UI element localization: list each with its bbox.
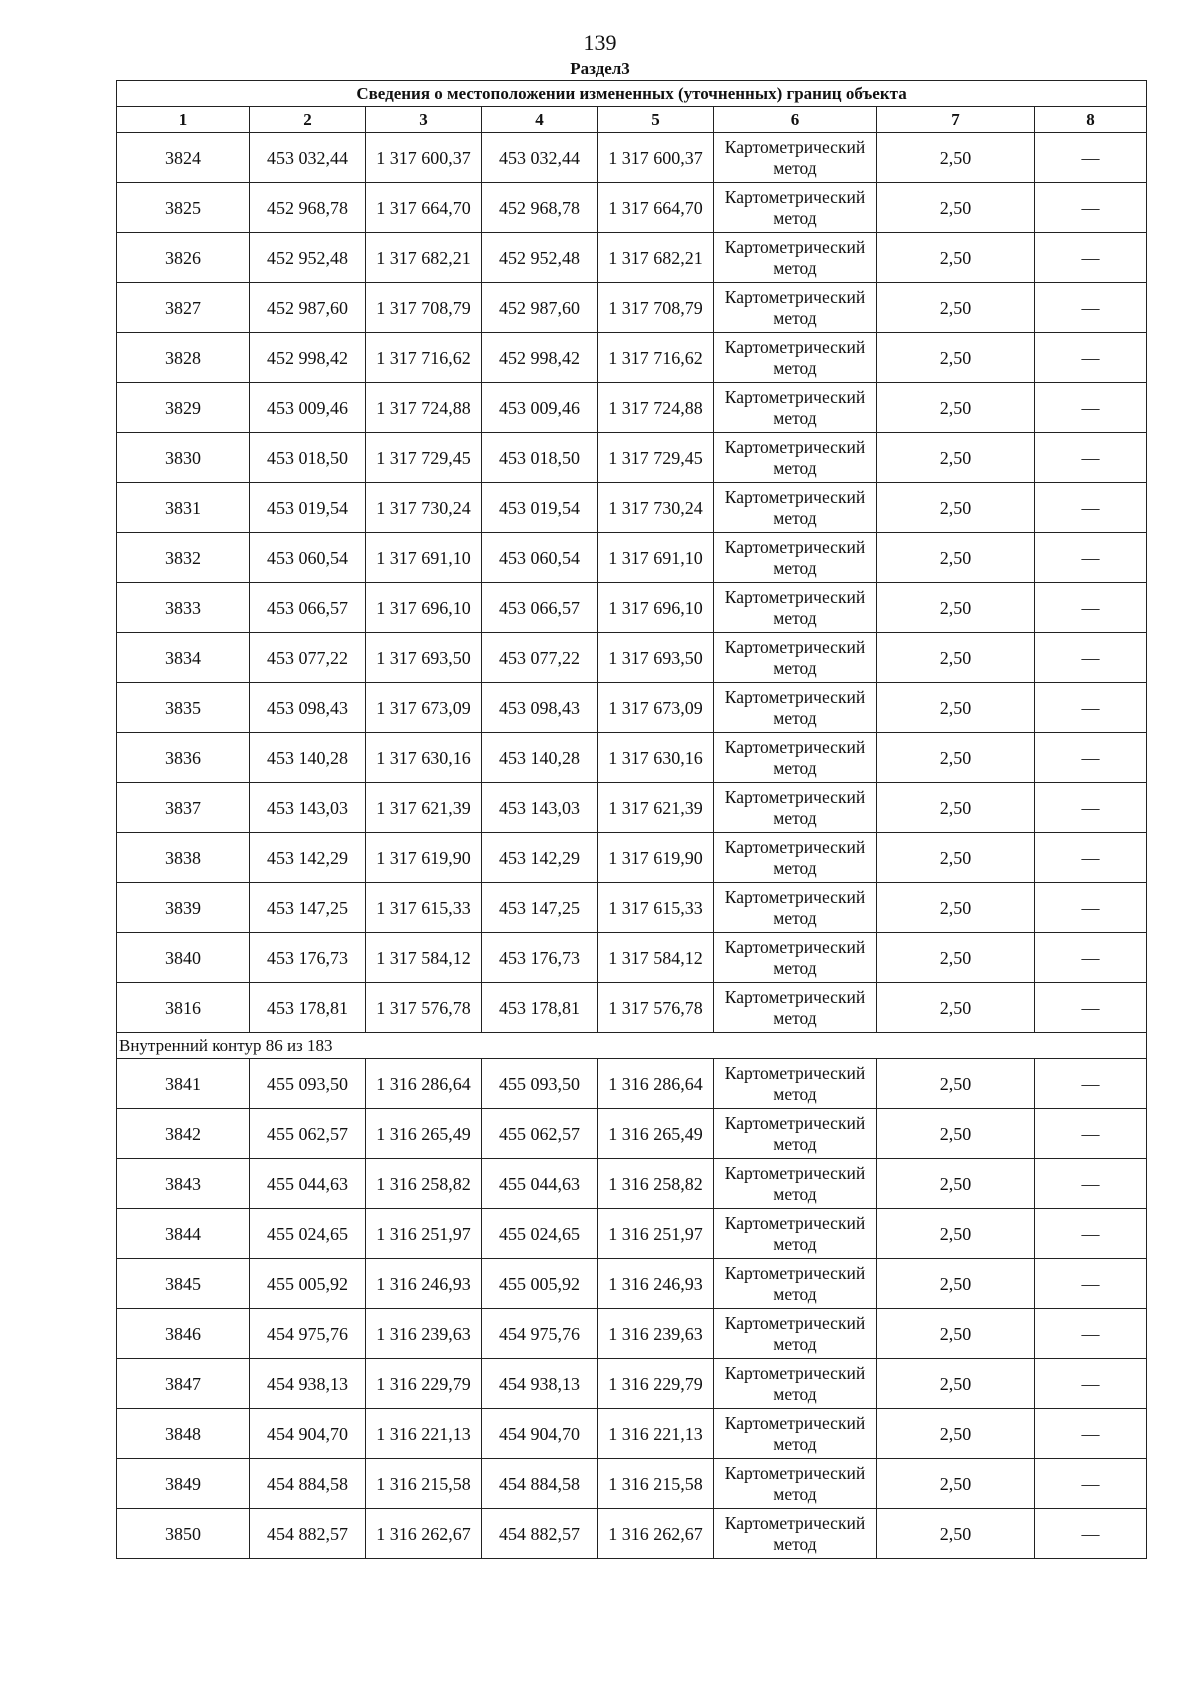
method-cell: Картометрический метод — [714, 583, 877, 633]
x-new-cell: 453 018,50 — [482, 433, 598, 483]
point-number-cell: 3824 — [117, 133, 250, 183]
point-number-cell: 3841 — [117, 1059, 250, 1109]
accuracy-cell: 2,50 — [877, 433, 1035, 483]
table-row — [117, 633, 1147, 683]
y-old-cell: 1 317 724,88 — [366, 383, 482, 433]
x-old-cell: 453 066,57 — [250, 583, 366, 633]
point-number-cell: 3833 — [117, 583, 250, 633]
accuracy-cell: 2,50 — [877, 783, 1035, 833]
y-old-cell: 1 317 729,45 — [366, 433, 482, 483]
accuracy-cell: 2,50 — [877, 1059, 1035, 1109]
table-row — [117, 283, 1147, 333]
method-cell: Картометрический метод — [714, 433, 877, 483]
method-cell: Картометрический метод — [714, 533, 877, 583]
y-old-cell: 1 316 246,93 — [366, 1259, 482, 1309]
table-body — [117, 81, 1147, 1559]
y-new-cell: 1 316 215,58 — [598, 1459, 714, 1509]
table-row — [117, 983, 1147, 1033]
point-number-cell: 3845 — [117, 1259, 250, 1309]
method-cell: Картометрический метод — [714, 133, 877, 183]
y-new-cell: 1 317 630,16 — [598, 733, 714, 783]
x-new-cell: 452 998,42 — [482, 333, 598, 383]
y-new-cell: 1 316 265,49 — [598, 1109, 714, 1159]
x-old-cell: 453 143,03 — [250, 783, 366, 833]
x-new-cell: 455 005,92 — [482, 1259, 598, 1309]
y-old-cell: 1 316 215,58 — [366, 1459, 482, 1509]
y-new-cell: 1 316 286,64 — [598, 1059, 714, 1109]
column-header: 7 — [877, 107, 1035, 133]
accuracy-cell: 2,50 — [877, 1509, 1035, 1559]
table-row — [117, 1059, 1147, 1109]
table-row — [117, 433, 1147, 483]
method-cell: Картометрический метод — [714, 1109, 877, 1159]
table-row — [117, 883, 1147, 933]
y-new-cell: 1 317 615,33 — [598, 883, 714, 933]
table-row — [117, 1159, 1147, 1209]
description-cell: — — [1035, 483, 1147, 533]
table-row — [117, 733, 1147, 783]
description-cell: — — [1035, 683, 1147, 733]
x-old-cell: 453 178,81 — [250, 983, 366, 1033]
y-old-cell: 1 317 600,37 — [366, 133, 482, 183]
point-number-cell: 3849 — [117, 1459, 250, 1509]
y-old-cell: 1 316 265,49 — [366, 1109, 482, 1159]
description-cell: — — [1035, 983, 1147, 1033]
y-new-cell: 1 317 576,78 — [598, 983, 714, 1033]
accuracy-cell: 2,50 — [877, 683, 1035, 733]
point-number-cell: 3835 — [117, 683, 250, 733]
column-header: 4 — [482, 107, 598, 133]
y-old-cell: 1 317 576,78 — [366, 983, 482, 1033]
x-new-cell: 454 882,57 — [482, 1509, 598, 1559]
table-row — [117, 1409, 1147, 1459]
method-cell: Картометрический метод — [714, 283, 877, 333]
accuracy-cell: 2,50 — [877, 333, 1035, 383]
point-number-cell: 3831 — [117, 483, 250, 533]
point-number-cell: 3826 — [117, 233, 250, 283]
y-new-cell: 1 317 664,70 — [598, 183, 714, 233]
x-new-cell: 453 066,57 — [482, 583, 598, 633]
x-new-cell: 453 143,03 — [482, 783, 598, 833]
x-new-cell: 455 062,57 — [482, 1109, 598, 1159]
point-number-cell: 3827 — [117, 283, 250, 333]
x-old-cell: 454 975,76 — [250, 1309, 366, 1359]
x-new-cell: 452 968,78 — [482, 183, 598, 233]
point-number-cell: 3850 — [117, 1509, 250, 1559]
table-row — [117, 1309, 1147, 1359]
accuracy-cell: 2,50 — [877, 983, 1035, 1033]
x-new-cell: 452 952,48 — [482, 233, 598, 283]
y-old-cell: 1 317 630,16 — [366, 733, 482, 783]
description-cell: — — [1035, 833, 1147, 883]
point-number-cell: 3848 — [117, 1409, 250, 1459]
method-cell: Картометрический метод — [714, 1059, 877, 1109]
x-new-cell: 453 009,46 — [482, 383, 598, 433]
y-new-cell: 1 317 729,45 — [598, 433, 714, 483]
y-old-cell: 1 316 251,97 — [366, 1209, 482, 1259]
point-number-cell: 3846 — [117, 1309, 250, 1359]
table-row — [117, 383, 1147, 433]
x-old-cell: 455 005,92 — [250, 1259, 366, 1309]
column-header: 8 — [1035, 107, 1147, 133]
y-new-cell: 1 317 708,79 — [598, 283, 714, 333]
point-number-cell: 3837 — [117, 783, 250, 833]
x-new-cell: 453 178,81 — [482, 983, 598, 1033]
point-number-cell: 3834 — [117, 633, 250, 683]
x-old-cell: 454 904,70 — [250, 1409, 366, 1459]
description-cell: — — [1035, 133, 1147, 183]
description-cell: — — [1035, 1359, 1147, 1409]
y-old-cell: 1 317 584,12 — [366, 933, 482, 983]
coordinates-table — [116, 80, 1147, 1559]
y-new-cell: 1 316 229,79 — [598, 1359, 714, 1409]
x-old-cell: 452 968,78 — [250, 183, 366, 233]
y-new-cell: 1 317 730,24 — [598, 483, 714, 533]
table-row — [117, 783, 1147, 833]
accuracy-cell: 2,50 — [877, 883, 1035, 933]
column-header: 5 — [598, 107, 714, 133]
y-new-cell: 1 317 621,39 — [598, 783, 714, 833]
table-row — [117, 583, 1147, 633]
table-row — [117, 1259, 1147, 1309]
y-new-cell: 1 317 691,10 — [598, 533, 714, 583]
accuracy-cell: 2,50 — [877, 1259, 1035, 1309]
y-new-cell: 1 316 239,63 — [598, 1309, 714, 1359]
accuracy-cell: 2,50 — [877, 233, 1035, 283]
y-old-cell: 1 316 286,64 — [366, 1059, 482, 1109]
description-cell: — — [1035, 783, 1147, 833]
method-cell: Картометрический метод — [714, 683, 877, 733]
x-old-cell: 455 044,63 — [250, 1159, 366, 1209]
x-old-cell: 453 060,54 — [250, 533, 366, 583]
x-new-cell: 452 987,60 — [482, 283, 598, 333]
y-new-cell: 1 317 600,37 — [598, 133, 714, 183]
description-cell: — — [1035, 733, 1147, 783]
method-cell: Картометрический метод — [714, 733, 877, 783]
x-old-cell: 454 938,13 — [250, 1359, 366, 1409]
x-new-cell: 453 019,54 — [482, 483, 598, 533]
accuracy-cell: 2,50 — [877, 633, 1035, 683]
y-old-cell: 1 317 682,21 — [366, 233, 482, 283]
description-cell: — — [1035, 183, 1147, 233]
table-row — [117, 933, 1147, 983]
table-row — [117, 133, 1147, 183]
description-cell: — — [1035, 1509, 1147, 1559]
point-number-cell: 3825 — [117, 183, 250, 233]
description-cell: — — [1035, 333, 1147, 383]
method-cell: Картометрический метод — [714, 483, 877, 533]
method-cell: Картометрический метод — [714, 383, 877, 433]
page-number: 139 — [583, 30, 617, 55]
x-old-cell: 452 952,48 — [250, 233, 366, 283]
column-header-row — [117, 107, 1147, 133]
method-cell: Картометрический метод — [714, 333, 877, 383]
description-cell: — — [1035, 533, 1147, 583]
accuracy-cell: 2,50 — [877, 183, 1035, 233]
description-cell: — — [1035, 883, 1147, 933]
point-number-cell: 3844 — [117, 1209, 250, 1259]
y-new-cell: 1 317 619,90 — [598, 833, 714, 883]
description-cell: — — [1035, 1059, 1147, 1109]
method-cell: Картометрический метод — [714, 1309, 877, 1359]
x-old-cell: 453 176,73 — [250, 933, 366, 983]
point-number-cell: 3839 — [117, 883, 250, 933]
method-cell: Картометрический метод — [714, 183, 877, 233]
x-old-cell: 453 147,25 — [250, 883, 366, 933]
x-old-cell: 453 018,50 — [250, 433, 366, 483]
contour-label: Внутренний контур 86 из 183 — [117, 1033, 1147, 1059]
y-old-cell: 1 317 673,09 — [366, 683, 482, 733]
method-cell: Картометрический метод — [714, 933, 877, 983]
description-cell: — — [1035, 1259, 1147, 1309]
x-old-cell: 455 093,50 — [250, 1059, 366, 1109]
accuracy-cell: 2,50 — [877, 483, 1035, 533]
accuracy-cell: 2,50 — [877, 833, 1035, 883]
column-header: 2 — [250, 107, 366, 133]
method-cell: Картометрический метод — [714, 983, 877, 1033]
point-number-cell: 3847 — [117, 1359, 250, 1409]
y-old-cell: 1 317 693,50 — [366, 633, 482, 683]
y-old-cell: 1 316 239,63 — [366, 1309, 482, 1359]
point-number-cell: 3816 — [117, 983, 250, 1033]
accuracy-cell: 2,50 — [877, 733, 1035, 783]
x-new-cell: 454 904,70 — [482, 1409, 598, 1459]
x-old-cell: 453 009,46 — [250, 383, 366, 433]
point-number-cell: 3836 — [117, 733, 250, 783]
description-cell: — — [1035, 433, 1147, 483]
point-number-cell: 3828 — [117, 333, 250, 383]
y-old-cell: 1 316 221,13 — [366, 1409, 482, 1459]
column-header: 3 — [366, 107, 482, 133]
column-header: 6 — [714, 107, 877, 133]
x-old-cell: 455 062,57 — [250, 1109, 366, 1159]
column-header: 1 — [117, 107, 250, 133]
y-new-cell: 1 317 673,09 — [598, 683, 714, 733]
accuracy-cell: 2,50 — [877, 1209, 1035, 1259]
table-row — [117, 1459, 1147, 1509]
y-old-cell: 1 317 615,33 — [366, 883, 482, 933]
x-old-cell: 452 987,60 — [250, 283, 366, 333]
y-old-cell: 1 316 229,79 — [366, 1359, 482, 1409]
method-cell: Картометрический метод — [714, 1209, 877, 1259]
description-cell: — — [1035, 1209, 1147, 1259]
y-new-cell: 1 316 258,82 — [598, 1159, 714, 1209]
method-cell: Картометрический метод — [714, 833, 877, 883]
y-new-cell: 1 316 251,97 — [598, 1209, 714, 1259]
description-cell: — — [1035, 633, 1147, 683]
table-row — [117, 683, 1147, 733]
method-cell: Картометрический метод — [714, 233, 877, 283]
y-new-cell: 1 317 584,12 — [598, 933, 714, 983]
point-number-cell: 3832 — [117, 533, 250, 583]
table-row — [117, 1509, 1147, 1559]
description-cell: — — [1035, 283, 1147, 333]
description-cell: — — [1035, 383, 1147, 433]
x-new-cell: 455 093,50 — [482, 1059, 598, 1109]
description-cell: — — [1035, 583, 1147, 633]
accuracy-cell: 2,50 — [877, 383, 1035, 433]
x-new-cell: 453 142,29 — [482, 833, 598, 883]
x-old-cell: 453 032,44 — [250, 133, 366, 183]
y-old-cell: 1 317 696,10 — [366, 583, 482, 633]
description-cell: — — [1035, 933, 1147, 983]
x-new-cell: 453 060,54 — [482, 533, 598, 583]
accuracy-cell: 2,50 — [877, 1109, 1035, 1159]
method-cell: Картометрический метод — [714, 1159, 877, 1209]
y-old-cell: 1 317 664,70 — [366, 183, 482, 233]
point-number-cell: 3842 — [117, 1109, 250, 1159]
x-old-cell: 453 019,54 — [250, 483, 366, 533]
description-cell: — — [1035, 1109, 1147, 1159]
x-new-cell: 453 098,43 — [482, 683, 598, 733]
table-row — [117, 233, 1147, 283]
x-new-cell: 453 140,28 — [482, 733, 598, 783]
y-old-cell: 1 317 708,79 — [366, 283, 482, 333]
y-old-cell: 1 316 258,82 — [366, 1159, 482, 1209]
y-new-cell: 1 317 716,62 — [598, 333, 714, 383]
y-new-cell: 1 316 221,13 — [598, 1409, 714, 1459]
x-new-cell: 454 938,13 — [482, 1359, 598, 1409]
table-row — [117, 833, 1147, 883]
point-number-cell: 3829 — [117, 383, 250, 433]
x-new-cell: 453 176,73 — [482, 933, 598, 983]
description-cell: — — [1035, 1309, 1147, 1359]
accuracy-cell: 2,50 — [877, 1409, 1035, 1459]
table-row — [117, 333, 1147, 383]
x-new-cell: 453 032,44 — [482, 133, 598, 183]
x-new-cell: 454 884,58 — [482, 1459, 598, 1509]
description-cell: — — [1035, 1409, 1147, 1459]
accuracy-cell: 2,50 — [877, 933, 1035, 983]
y-new-cell: 1 317 696,10 — [598, 583, 714, 633]
x-new-cell: 453 147,25 — [482, 883, 598, 933]
y-old-cell: 1 316 262,67 — [366, 1509, 482, 1559]
table-row — [117, 1209, 1147, 1259]
x-old-cell: 453 077,22 — [250, 633, 366, 683]
accuracy-cell: 2,50 — [877, 283, 1035, 333]
accuracy-cell: 2,50 — [877, 533, 1035, 583]
method-cell: Картометрический метод — [714, 1459, 877, 1509]
x-new-cell: 454 975,76 — [482, 1309, 598, 1359]
x-new-cell: 455 044,63 — [482, 1159, 598, 1209]
table-row — [117, 533, 1147, 583]
y-old-cell: 1 317 621,39 — [366, 783, 482, 833]
table-row — [117, 483, 1147, 533]
point-number-cell: 3840 — [117, 933, 250, 983]
table-row — [117, 1109, 1147, 1159]
x-old-cell: 453 098,43 — [250, 683, 366, 733]
section-title: Раздел3 — [570, 59, 630, 78]
y-old-cell: 1 317 619,90 — [366, 833, 482, 883]
y-old-cell: 1 317 716,62 — [366, 333, 482, 383]
y-new-cell: 1 317 693,50 — [598, 633, 714, 683]
method-cell: Картометрический метод — [714, 633, 877, 683]
method-cell: Картометрический метод — [714, 783, 877, 833]
x-old-cell: 453 142,29 — [250, 833, 366, 883]
point-number-cell: 3843 — [117, 1159, 250, 1209]
method-cell: Картометрический метод — [714, 1359, 877, 1409]
y-new-cell: 1 317 724,88 — [598, 383, 714, 433]
accuracy-cell: 2,50 — [877, 1159, 1035, 1209]
x-old-cell: 454 882,57 — [250, 1509, 366, 1559]
y-old-cell: 1 317 730,24 — [366, 483, 482, 533]
x-new-cell: 455 024,65 — [482, 1209, 598, 1259]
x-old-cell: 452 998,42 — [250, 333, 366, 383]
point-number-cell: 3830 — [117, 433, 250, 483]
table-row — [117, 183, 1147, 233]
method-cell: Картометрический метод — [714, 1409, 877, 1459]
description-cell: — — [1035, 1459, 1147, 1509]
table-caption: Сведения о местоположении измененных (уточненных) границ объекта — [117, 81, 1147, 107]
x-old-cell: 453 140,28 — [250, 733, 366, 783]
contour-label-row — [117, 1033, 1147, 1059]
accuracy-cell: 2,50 — [877, 1359, 1035, 1409]
accuracy-cell: 2,50 — [877, 1309, 1035, 1359]
y-old-cell: 1 317 691,10 — [366, 533, 482, 583]
x-old-cell: 455 024,65 — [250, 1209, 366, 1259]
table-caption-row — [117, 81, 1147, 107]
accuracy-cell: 2,50 — [877, 1459, 1035, 1509]
description-cell: — — [1035, 233, 1147, 283]
y-new-cell: 1 317 682,21 — [598, 233, 714, 283]
accuracy-cell: 2,50 — [877, 583, 1035, 633]
method-cell: Картометрический метод — [714, 1259, 877, 1309]
method-cell: Картометрический метод — [714, 883, 877, 933]
x-new-cell: 453 077,22 — [482, 633, 598, 683]
y-new-cell: 1 316 262,67 — [598, 1509, 714, 1559]
x-old-cell: 454 884,58 — [250, 1459, 366, 1509]
accuracy-cell: 2,50 — [877, 133, 1035, 183]
table-row — [117, 1359, 1147, 1409]
method-cell: Картометрический метод — [714, 1509, 877, 1559]
y-new-cell: 1 316 246,93 — [598, 1259, 714, 1309]
description-cell: — — [1035, 1159, 1147, 1209]
point-number-cell: 3838 — [117, 833, 250, 883]
